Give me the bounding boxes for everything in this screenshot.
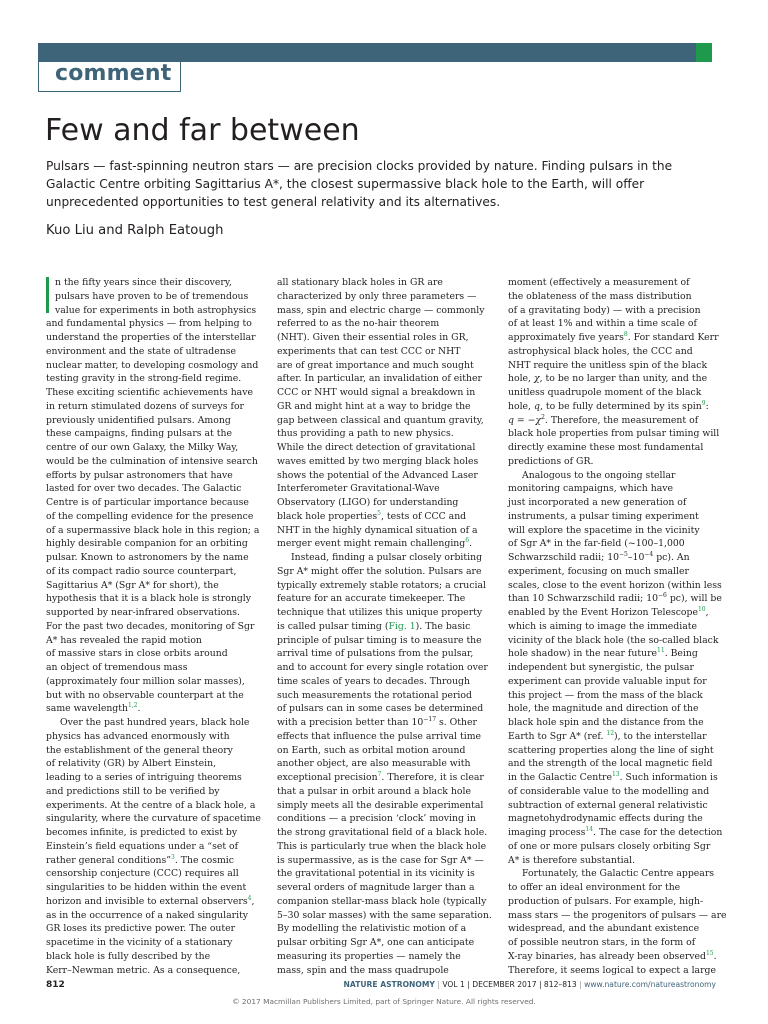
text-line: just incorporated a new generation of	[508, 497, 687, 508]
text-line: and predictions still to be verified by	[46, 785, 220, 797]
citation[interactable]: 6	[465, 537, 470, 545]
text-line: NHT in the highly dynamical situation of a	[277, 524, 478, 536]
text-line: testing gravity in the strong-field regime.	[46, 373, 242, 385]
text-line: merger event might remain challenging$^6$.	[277, 537, 473, 550]
text-line: Schwarzschild radii; $10^{-5}-10^{-4}$ pc). An	[508, 550, 690, 563]
citation[interactable]: 14	[585, 825, 594, 833]
text-line: scales, close to the event horizon (within less	[508, 579, 722, 591]
text-line: efforts by pulsar astronomers that have	[46, 469, 233, 481]
section-label: comment	[55, 61, 172, 86]
citation[interactable]: 11	[657, 647, 665, 655]
text-line: nuclear matter, to developing cosmology and	[46, 359, 259, 371]
issue-info: VOL 1 | DECEMBER 2017 | 812–813	[442, 980, 577, 989]
text-line: environment and the state of ultradense	[46, 345, 236, 357]
text-line: previously unidentified pulsars. Among	[46, 414, 231, 426]
page-number: 812	[46, 980, 65, 990]
text-line: of a gravitating body) — with a precision	[508, 304, 701, 316]
text-line: mass stars — the progenitors of pulsars — are	[508, 909, 727, 921]
text-line: characterized by only three parameters —	[277, 290, 477, 302]
text-line: of the compelling evidence for the presence	[46, 510, 254, 522]
text-line: This is particularly true when the black hole	[277, 840, 487, 852]
text-line: and to account for every single rotation over	[277, 662, 488, 673]
text-line: pulsar orbiting Sgr A*, one can anticipate	[277, 937, 475, 948]
text-line: hole, χ, to be no larger than unity, and the	[508, 373, 708, 385]
text-line: $q = -\chi^2$. Therefore, the measurement of	[508, 413, 699, 426]
text-line: mass, spin and the mass quadrupole	[277, 964, 449, 976]
header-accent	[696, 43, 712, 62]
text-line: principle of pulsar timing is to measure the	[277, 634, 482, 646]
text-line: of massive stars in close orbits around	[46, 648, 228, 660]
text-line: widespread, and the abundant existence	[508, 923, 700, 935]
text-line: will explore the spacetime in the vicinity	[508, 524, 700, 536]
text-line: (approximately four million solar masses),	[46, 675, 245, 687]
text-line: hypothesis that it is a black hole is strongly	[46, 593, 251, 605]
copyright-notice: © 2017 Macmillan Publishers Limited, part of Springer Nature. All rights reserved.	[232, 997, 536, 1006]
text-line: X-ray binaries, has already been observed$^{15}$.	[508, 949, 717, 962]
text-line: are of great importance and much sought	[277, 359, 474, 371]
text-line: mass, spin and electric charge — commonly	[277, 304, 485, 316]
text-line: simply meets all the desirable experimental	[277, 799, 484, 811]
text-line: A* is therefore substantial.	[508, 854, 636, 866]
text-line: experiment, focusing on much smaller	[508, 565, 689, 577]
journal-footer: NATURE ASTRONOMY | VOL 1 | DECEMBER 2017 | 812–813 | www.nature.com/natureastronomy	[343, 980, 716, 989]
text-line: supported by near-infrared observations.	[46, 607, 240, 618]
text-line: another object, are also measurable with	[277, 758, 471, 770]
text-line: but with no observable counterpart at the	[46, 689, 244, 701]
text-line: the oblateness of the mass distribution	[508, 290, 692, 302]
citation[interactable]: 5	[377, 509, 381, 517]
text-line: Observatory (LIGO) for understanding	[277, 497, 459, 508]
text-line: Centre is of particular importance because	[46, 497, 249, 508]
text-line: hole shadow) in the near future$^{11}$. Being	[508, 647, 698, 660]
text-line: highly desirable companion for an orbiting	[46, 538, 248, 550]
text-line: of considerable value to the modelling and	[508, 785, 710, 797]
text-line: becomes infinite, is predicted to exist by	[46, 827, 238, 838]
text-line: Therefore, it seems logical to expect a large	[508, 964, 716, 976]
citation[interactable]: 10	[697, 605, 706, 613]
text-line: approximately five years$^8$. For standard Kerr	[508, 330, 719, 343]
text-line: astrophysical black holes, the CCC and	[508, 345, 693, 357]
text-line: black hole is fully described by the	[46, 950, 211, 962]
text-line: horizon and invisible to external observers$^4$,	[46, 894, 255, 907]
text-line: leading to a series of intriguing theorems	[46, 772, 242, 783]
text-line: independent but synergistic, the pulsar	[508, 662, 694, 673]
text-line: Sgr A* might offer the solution. Pulsars are	[277, 565, 482, 577]
citation[interactable]: 12	[606, 729, 615, 737]
text-line: (NHT). Given their essential roles in GR,	[277, 332, 469, 343]
text-line: black hole properties$^5$, tests of CCC and	[277, 509, 467, 522]
text-line: Sagittarius A* (Sgr A* for short), the	[46, 579, 219, 591]
text-line: than 10 Schwarzschild radii; $10^{-6}$ pc), will be	[508, 592, 722, 605]
text-line: A* has revealed the rapid motion	[46, 634, 202, 646]
text-line: scattering properties along the line of sight	[508, 744, 714, 756]
text-line: centre of our own Galaxy, the Milky Way,	[46, 442, 239, 453]
text-line: same wavelength$^{1,2}$.	[46, 702, 141, 715]
text-line: pulsars have proven to be of tremendous	[55, 290, 249, 302]
citation[interactable]: 7	[377, 770, 382, 778]
standfirst: Pulsars — fast-spinning neutron stars — are precision clocks provided by nature. Finding pulsars in the Galactic Centre orbiting Sagittarius A*, the closest supermassive black hole to the Earth, will offer unprecedented opportunities to test general relativity and its alternatives.	[46, 159, 673, 210]
citation[interactable]: 1,2	[127, 702, 138, 710]
text-line: to offer an ideal environment for the	[508, 882, 681, 893]
text-line: this project — from the mass of the black	[508, 689, 703, 701]
text-line: of a supermassive black hole in this region; a	[46, 524, 260, 536]
text-line: subtraction of external general relativistic	[508, 799, 708, 811]
citation[interactable]: 9	[701, 399, 706, 407]
text-line: these campaigns, finding pulsars at the	[46, 428, 232, 440]
text-line: shows the potential of the Advanced Laser	[277, 469, 478, 481]
text-line: gap between classical and quantum gravity,	[277, 414, 484, 426]
text-line: 5–30 solar masses) with the same separation.	[277, 909, 492, 921]
text-line: GR loses its predictive power. The outer	[46, 923, 236, 935]
authors: Kuo Liu and Ralph Eatough	[46, 223, 224, 238]
text-line: Earth to Sgr A* (ref. $^{12}$), to the interstellar	[508, 729, 707, 742]
text-line: These exciting scientific achievements have	[46, 387, 253, 398]
text-line: after. In particular, an invalidation of either	[277, 373, 482, 385]
text-line: pulsar. Known to astronomers by the name	[46, 552, 249, 563]
text-line: Interferometer Gravitational-Wave	[277, 483, 440, 495]
text-line: and fundamental physics — from helping to	[46, 318, 252, 330]
text-line: black hole spin and the distance from the	[508, 717, 704, 728]
text-line: magnetohydrodynamic effects during the	[508, 813, 703, 825]
text-line: Analogous to the ongoing stellar	[522, 469, 676, 481]
text-line: is supermassive, as is the case for Sgr A* —	[277, 854, 484, 866]
article-title: Few and far between	[45, 113, 360, 148]
text-line: the strong gravitational field of a black hole.	[277, 827, 488, 838]
journal-url-link[interactable]: www.nature.com/natureastronomy	[584, 980, 716, 989]
text-line: on Earth, such as orbital motion around	[277, 744, 466, 756]
text-line: of pulsars can in some cases be determined	[277, 703, 484, 715]
text-line: exceptional precision$^7$. Therefore, it is clear	[277, 770, 484, 783]
text-line: feature for an accurate timekeeper. The	[277, 593, 466, 605]
text-line: singularity, where the curvature of spacetime	[46, 813, 261, 825]
text-line: typically extremely stable rotators; a crucial	[277, 579, 486, 591]
text-line: Instead, finding a pulsar closely orbiting	[291, 552, 483, 563]
text-line: experiment can provide valuable input for	[508, 675, 707, 687]
text-line: companion stellar-mass black hole (typically	[277, 895, 487, 907]
text-line: experiments. At the centre of a black hole, a	[46, 799, 256, 811]
body-column-2	[277, 276, 492, 977]
text-line: Einstein’s field equations under a “set of	[46, 840, 239, 852]
dropcap-bar	[46, 277, 49, 313]
text-line: NHT require the unitless spin of the black	[508, 359, 708, 371]
text-line: such measurements the rotational period	[277, 689, 472, 701]
text-line: the gravitational potential in its vicinity is	[277, 868, 475, 880]
text-line: imaging process$^{14}$. The case for the detection	[508, 825, 723, 838]
text-line: hole, q, to be fully determined by its spin$^9$:	[508, 399, 709, 412]
text-line: referred to as the no-hair theorem	[277, 318, 440, 330]
citation[interactable]: 3	[171, 853, 175, 861]
text-line: technique that utilizes this unique property	[277, 607, 483, 618]
text-line: that a pulsar in orbit around a black hole	[277, 785, 471, 797]
header-bar	[38, 43, 712, 62]
text-line: effects that influence the pulse arrival time	[277, 730, 482, 742]
text-line: with a precision better than $10^{-17}$ s. Other	[277, 715, 477, 728]
text-line: Kerr–Newman metric. As a consequence,	[46, 964, 241, 976]
text-line: rather general conditions”$^3$. The cosmic	[46, 853, 234, 866]
text-line: would be the culmination of intensive search	[46, 455, 258, 467]
text-line: production of pulsars. For example, high-	[508, 895, 704, 907]
text-line: thus providing a path to new physics.	[277, 428, 454, 440]
text-line: of Sgr A* in the far-field (~100–1,000	[508, 538, 685, 550]
text-line: in return stimulated dozens of surveys for	[46, 400, 244, 412]
text-line: While the direct detection of gravitational	[277, 442, 476, 453]
text-line: Fortunately, the Galactic Centre appears	[522, 868, 715, 880]
text-line: is called pulsar timing (Fig. 1). The basic	[277, 620, 471, 632]
text-line: and the strength of the local magnetic field	[508, 758, 713, 770]
text-line: instruments, a pulsar timing experiment	[508, 510, 699, 522]
citation[interactable]: 8	[623, 330, 628, 338]
text-line: predictions of GR.	[508, 455, 594, 467]
text-line: enabled by the Event Horizon Telescope$^{10}$,	[508, 605, 709, 618]
text-line: singularities to be hidden within the event	[46, 882, 247, 893]
text-line: which is aiming to image the immediate	[508, 620, 697, 632]
citation[interactable]: 13	[611, 770, 620, 778]
text-line: directly examine these most fundamental	[508, 442, 704, 453]
text-line: waves emitted by two merging black holes	[277, 455, 479, 467]
text-line: lasted for over two decades. The Galactic	[46, 483, 242, 495]
text-line: GR and might hint at a way to bridge the	[277, 400, 471, 412]
text-line: black hole properties from pulsar timing will	[508, 428, 720, 440]
text-line: arrival time of pulsations from the pulsar,	[277, 648, 474, 660]
text-line: CCC or NHT would signal a breakdown in	[277, 387, 476, 398]
section-tab	[38, 61, 181, 92]
text-line: understand the properties of the interstellar	[46, 332, 256, 343]
text-line: spacetime in the vicinity of a stationary	[46, 937, 233, 948]
text-line: hole, the magnitude and direction of the	[508, 703, 699, 715]
journal-name: NATURE ASTRONOMY	[343, 980, 435, 989]
citation[interactable]: 15	[705, 949, 714, 957]
text-line: of relativity (GR) by Albert Einstein,	[46, 758, 217, 770]
text-line: By modelling the relativistic motion of a	[277, 923, 467, 935]
text-line: measuring its properties — namely the	[277, 950, 461, 962]
text-line: value for experiments in both astrophysics	[55, 304, 257, 316]
text-line: as in the occurrence of a naked singularity	[46, 909, 249, 921]
text-line: time scales of years to decades. Through	[277, 675, 470, 687]
text-line: all stationary black holes in GR are	[277, 277, 443, 288]
text-line: vicinity of the black hole (the so-called black	[508, 634, 719, 646]
text-line: monitoring campaigns, which have	[508, 483, 674, 495]
text-line: conditions — a precision ‘clock’ moving in	[277, 813, 476, 825]
figure-link[interactable]: Fig. 1	[388, 620, 416, 632]
text-line: physics has advanced enormously with	[46, 730, 230, 742]
text-line: unitless quadrupole moment of the black	[508, 387, 702, 398]
text-line: of one or more pulsars closely orbiting Sgr	[508, 840, 711, 852]
text-line: of possible neutron stars, in the form of	[508, 937, 696, 948]
text-line: an object of tremendous mass	[46, 662, 188, 673]
text-line: experiments that can test CCC or NHT	[277, 345, 461, 357]
text-line: censorship conjecture (CCC) requires all	[46, 868, 239, 880]
text-line: n the fifty years since their discovery,	[55, 277, 232, 288]
text-line: Over the past hundred years, black hole	[60, 717, 250, 728]
text-line: in the Galactic Centre$^{13}$. Such information is	[508, 770, 718, 783]
text-line: of at least 1% and within a time scale of	[508, 318, 697, 330]
text-line: of its compact radio source counterpart,	[46, 565, 237, 577]
body-column-3	[508, 276, 727, 977]
text-line: several orders of magnitude larger than a	[277, 882, 475, 893]
text-line: the establishment of the general theory	[46, 744, 233, 756]
citation[interactable]: 4	[247, 894, 252, 902]
text-line: For the past two decades, monitoring of Sgr	[46, 620, 255, 632]
text-line: moment (effectively a measurement of	[508, 277, 690, 288]
body-column-1	[46, 276, 261, 977]
